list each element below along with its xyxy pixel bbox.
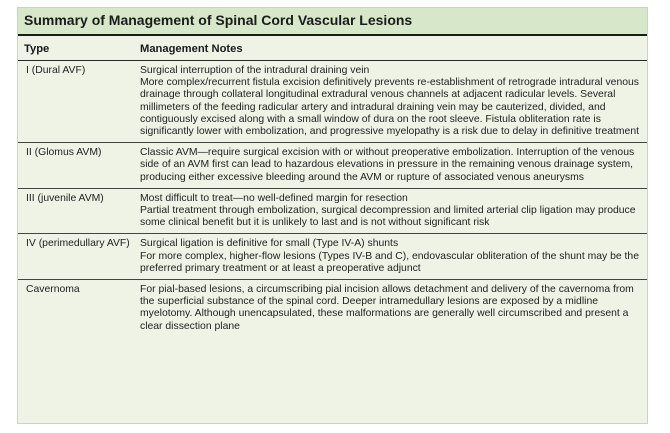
notes-cell bbox=[134, 61, 647, 143]
type-column-header: Type bbox=[18, 36, 134, 61]
note-line: For pial-based lesions, a circumscribing pial incision allows detachment and delivery of the cavernoma from the superficial substance of the spinal cord. Deeper intramedullary lesions are exposed by a midline myelotomy. Although unencapsulated, these malformations are generally well circumscribed and present a clear dissection plane bbox=[140, 284, 634, 332]
type-cell: I (Dural AVF) bbox=[18, 61, 134, 143]
note-line: Most difficult to treat—no well-defined margin for resection bbox=[140, 192, 408, 204]
table-row bbox=[18, 61, 647, 143]
management-table bbox=[18, 36, 647, 337]
table-title: Summary of Management of Spinal Cord Vascular Lesions bbox=[24, 12, 413, 28]
notes-cell bbox=[134, 234, 647, 280]
notes-cell bbox=[134, 188, 647, 234]
summary-table-panel bbox=[17, 7, 648, 424]
header-row bbox=[18, 36, 647, 61]
type-cell: II (Glomus AVM) bbox=[18, 143, 134, 189]
table-row bbox=[18, 234, 647, 280]
note-line: For more complex, higher-flow lesions (Types IV-B and C), endovascular obliteration of the shunt may be the preferred primary treatment or at least a preoperative adjunct bbox=[140, 250, 639, 274]
table-title-bar bbox=[18, 8, 647, 36]
type-cell: IV (perimedullary AVF) bbox=[18, 234, 134, 280]
note-line: More complex/recurrent fistula excision definitively prevents re-establishment of retrograde intradural venous drainage through collateral longitudinal extradural venous channels at adjacent radicular levels. Several millimeters of the feeding radicular artery and intradural draining vein may be cauterized, divided, and contiguously excised along with a small window of dura on the root sleeve. Fistula obliteration rate is significantly lower with embolization, and progressive myelopathy is a risk due to delay in definitive treatment bbox=[140, 77, 639, 138]
table-row bbox=[18, 188, 647, 234]
type-cell: Cavernoma bbox=[26, 284, 80, 296]
note-line: Surgical interruption of the intradural draining vein bbox=[140, 65, 370, 76]
notes-cell bbox=[134, 280, 647, 337]
note-line: Partial treatment through embolization, surgical decompression and limited arterial clip ligation may produce some clinical benefit but it is unlikely to last and is not without significant risk bbox=[140, 205, 636, 229]
note-line: Classic AVM—require surgical excision with or without preoperative embolization. Interruption of the venous side of an AVM first can lead to hazardous elevations in pressure in the remaining venous drainage system, producing either excessive bleeding around the AVM or rupture of associated venous aneurysms bbox=[140, 147, 635, 183]
table-row bbox=[18, 143, 647, 189]
notes-cell bbox=[134, 143, 647, 189]
note-line: Surgical ligation is definitive for small (Type IV-A) shunts bbox=[140, 238, 399, 250]
notes-column-header: Management Notes bbox=[134, 36, 647, 61]
table-row bbox=[18, 280, 647, 337]
type-cell: III (juvenile AVM) bbox=[18, 188, 134, 234]
